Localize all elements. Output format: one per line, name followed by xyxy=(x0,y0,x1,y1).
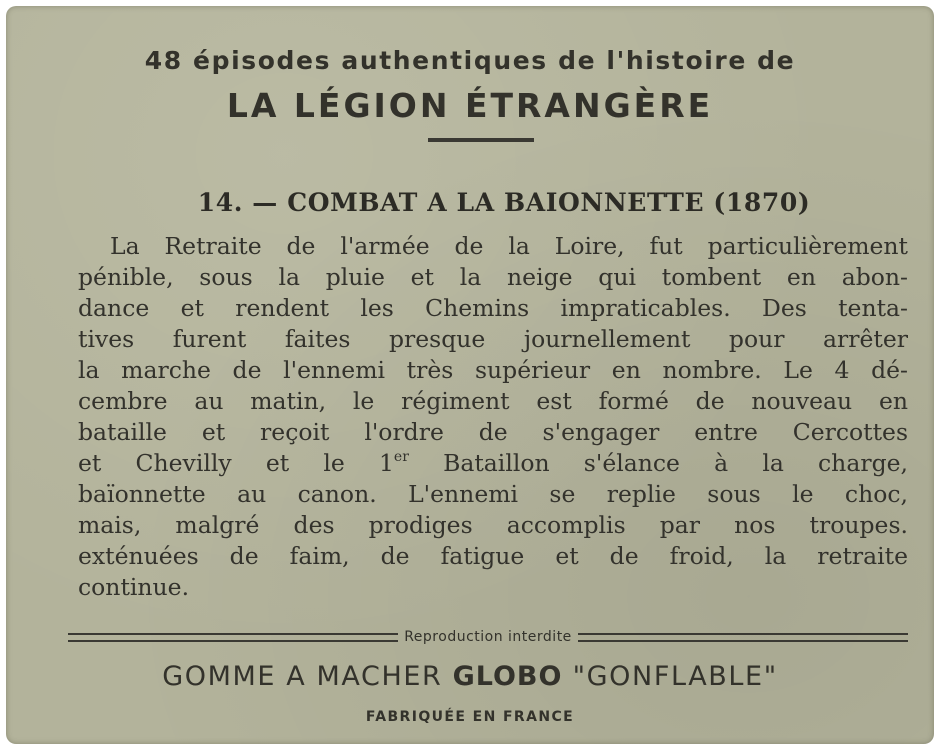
episode-title: 14. — COMBAT A LA BAIONNETTE (1870) xyxy=(197,188,811,217)
brand-prefix: GOMME A MACHER xyxy=(162,661,443,692)
ordinal-superscript: er xyxy=(393,449,409,465)
text-line: exténuées de faim, de fatigue et de froid, la retraite xyxy=(78,542,908,570)
brand-suffix: "GONFLABLE" xyxy=(572,661,778,692)
text-line: baïonnette au canon. L'ennemi se replie sous le choc, xyxy=(78,480,908,508)
text-line: la marche de l'ennemi très supérieur en nombre. Le 4 dé- xyxy=(78,356,908,384)
text-line: La Retraite de l'armée de la Loire, fut particulièrement xyxy=(110,232,908,260)
text-segment: et Chevilly et le 1 xyxy=(78,449,394,477)
text-line: tives furent faites presque journellement pour arrêter xyxy=(78,325,908,353)
text-line: pénible, sous la pluie et la neige qui tombent en abon- xyxy=(78,263,908,291)
double-rule-right xyxy=(578,633,908,642)
text-line: cembre au matin, le régiment est formé de nouveau en xyxy=(78,387,908,415)
text-line: bataille et reçoit l'ordre de s'engager entre Cercottes xyxy=(78,418,908,446)
text-segment: Bataillon s'élance à la charge, xyxy=(408,449,908,477)
trading-card xyxy=(6,6,934,744)
reproduction-notice xyxy=(68,626,908,648)
text-line: dance et rendent les Chemins impraticables. Des tenta- xyxy=(78,294,908,322)
double-rule-left xyxy=(68,633,398,642)
series-heading: 48 épisodes authentiques de l'histoire de xyxy=(144,46,796,75)
text-line: mais, malgré des prodiges accomplis par nos troupes. xyxy=(78,511,908,539)
title-underline xyxy=(428,138,534,142)
episode-text xyxy=(78,231,908,603)
collection-title: LA LÉGION ÉTRANGÈRE xyxy=(226,86,714,125)
brand-name: GLOBO xyxy=(452,661,563,692)
brand-line xyxy=(6,661,934,692)
text-line: continue. xyxy=(78,573,190,601)
text-line-ordinal xyxy=(78,448,908,479)
reproduction-text: Reproduction interdite xyxy=(404,629,572,645)
made-in-label: FABRIQUÉE EN FRANCE xyxy=(365,709,575,725)
